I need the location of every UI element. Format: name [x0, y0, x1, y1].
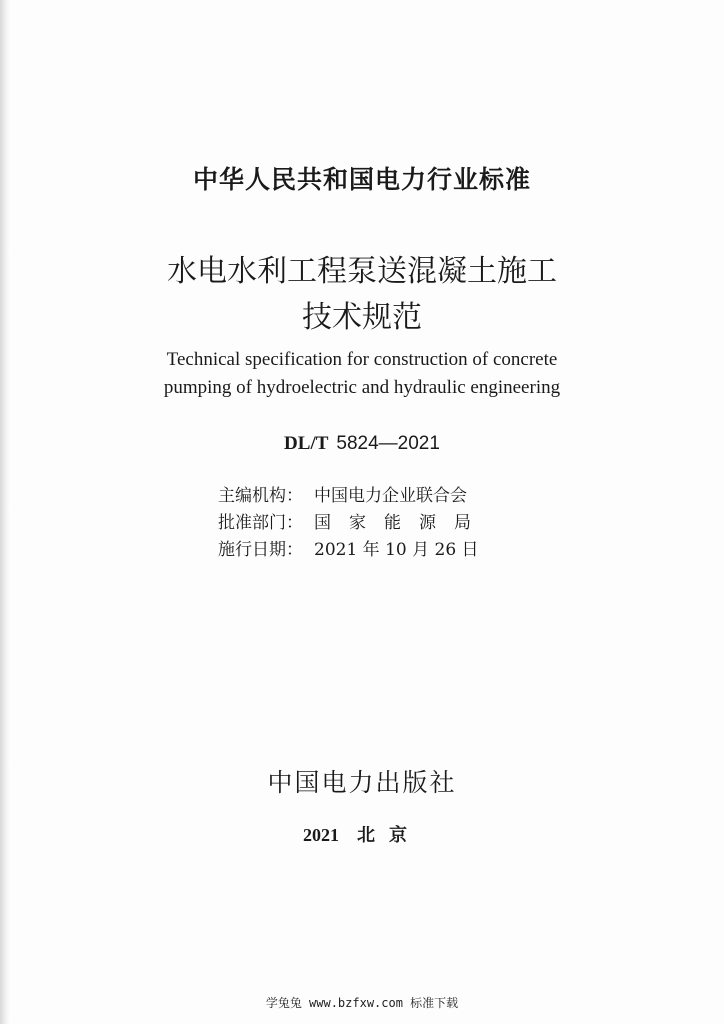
- page-edge-shadow: [0, 0, 10, 1024]
- publication-year: 2021: [303, 825, 339, 845]
- effective-date-value: 2021 年 10 月 26 日: [314, 540, 479, 560]
- watermark-text: 学兔兔 www.bzfxw.com 标准下载: [265, 996, 459, 1010]
- publication-place-year: [0, 821, 724, 847]
- title-en-line2: pumping of hydroelectric and hydraulic engineering: [163, 377, 561, 398]
- publication-meta: [218, 483, 489, 564]
- effective-date-label: 施行日期：: [218, 540, 303, 560]
- editor-label: 主编机构：: [218, 486, 303, 506]
- title-cn-line1: 水电水利工程泵送混凝土施工: [167, 254, 557, 289]
- publication-city: 北京: [357, 825, 421, 846]
- approver-label: 批准部门：: [218, 513, 303, 533]
- title-cn-line2: 技术规范: [302, 300, 422, 335]
- standard-code-number: 5824—2021: [336, 433, 440, 454]
- meta-row-editor: [218, 483, 489, 510]
- editor-value: 中国电力企业联合会: [314, 486, 467, 506]
- title-en-line1: Technical specification for construction of concrete: [166, 349, 558, 370]
- approver-value: 国家能源局: [314, 513, 489, 533]
- standard-code-prefix: DL/T: [284, 433, 329, 454]
- standard-category: 中华人民共和国电力行业标准: [192, 165, 531, 194]
- publisher-name: 中国电力出版社: [267, 768, 457, 797]
- standard-code: [0, 432, 724, 455]
- meta-row-approver: [218, 510, 489, 537]
- meta-row-effective-date: [218, 537, 489, 564]
